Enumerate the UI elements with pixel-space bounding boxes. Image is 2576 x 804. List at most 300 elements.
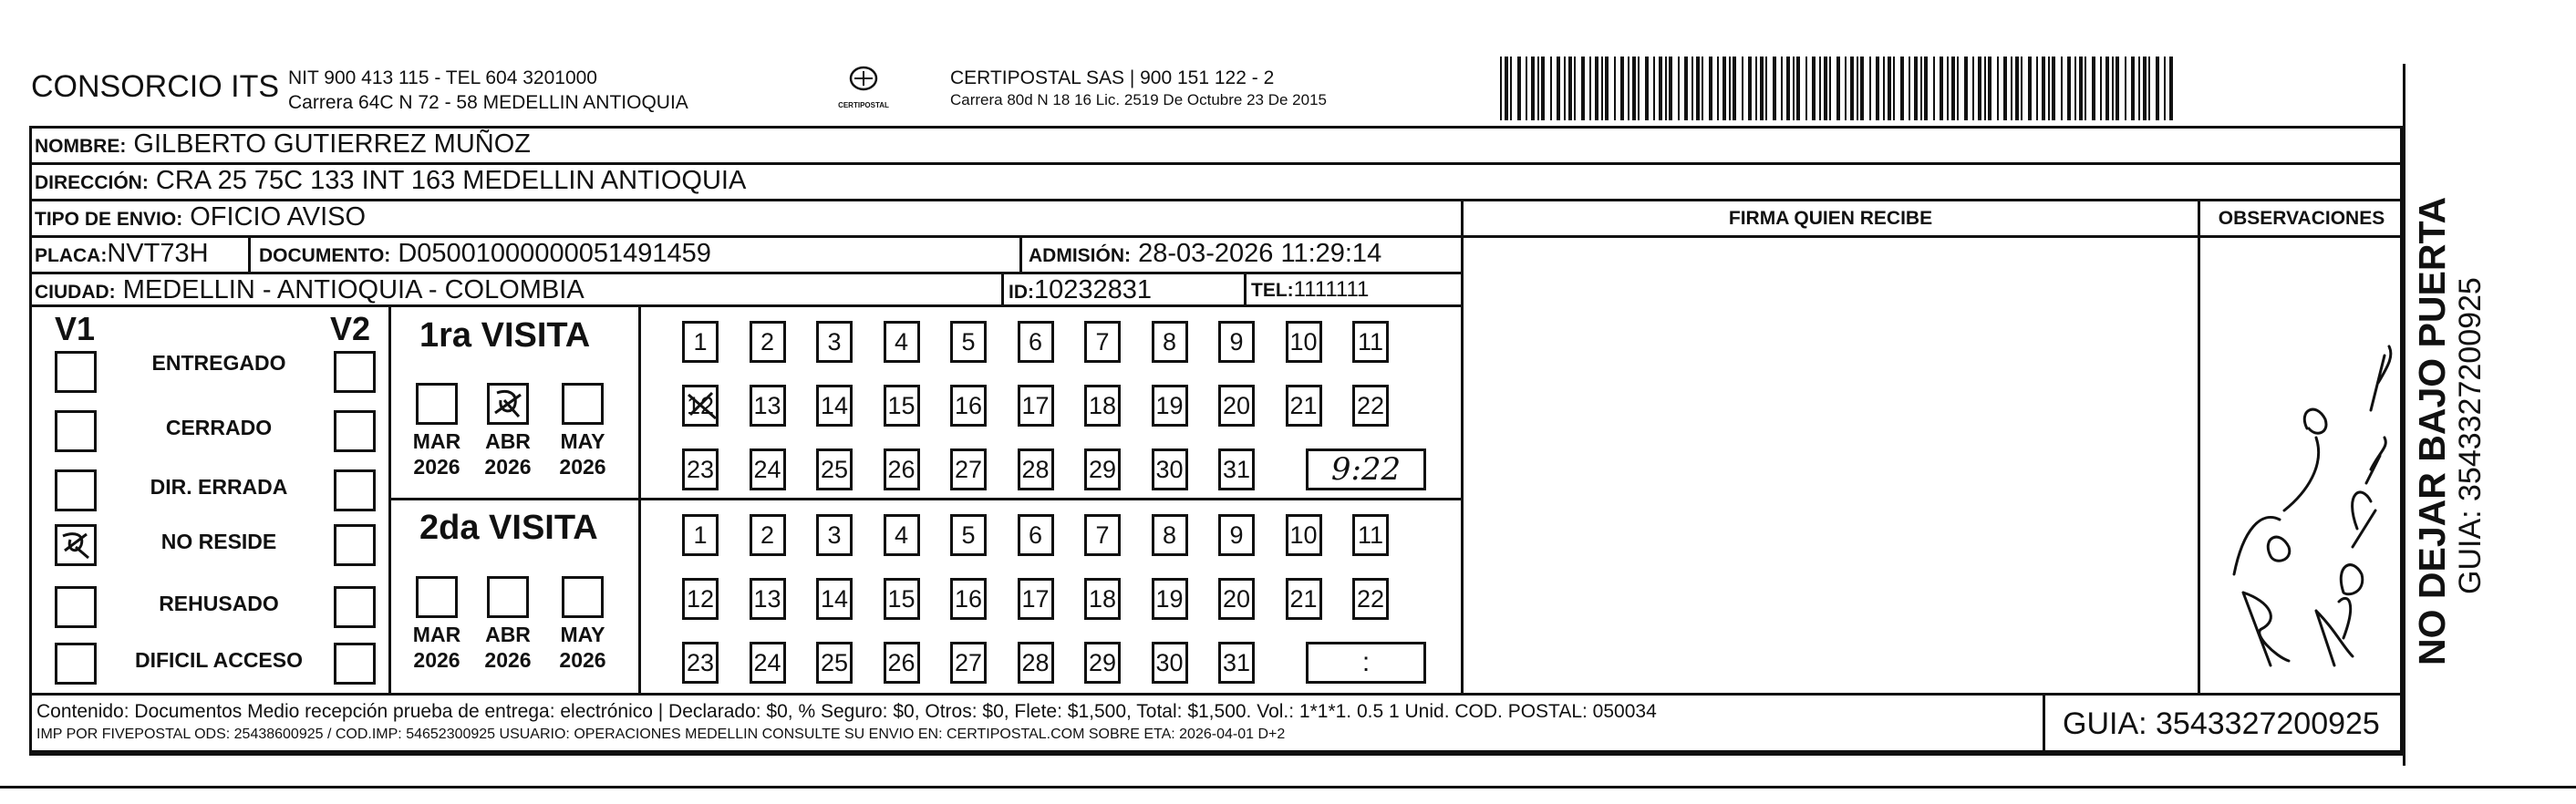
v1-header: V1 [55, 310, 96, 347]
page-bottom-line [0, 786, 2576, 789]
v1-checkbox[interactable] [55, 524, 97, 566]
v2-header: V2 [330, 310, 371, 347]
month-name: MAY [560, 623, 605, 646]
day-checkbox[interactable] [1084, 514, 1121, 556]
day-checkbox[interactable] [750, 642, 786, 684]
barcode-bar [1978, 57, 1981, 120]
barcode-bar [2042, 57, 2045, 120]
barcode-bar [1665, 57, 1667, 120]
barcode-bar [1614, 57, 1616, 120]
month-year: 2026 [413, 455, 460, 479]
month-name: ABR [485, 623, 531, 646]
barcode-bar [1595, 57, 1598, 120]
day-number: 16 [954, 585, 983, 613]
day-number: 31 [1222, 649, 1251, 676]
day-number: 5 [961, 521, 976, 549]
month-checkbox[interactable] [416, 383, 458, 425]
day-checkbox[interactable] [1152, 448, 1188, 490]
status-option-label: DIR. ERRADA [150, 475, 288, 499]
barcode-bar [1632, 57, 1636, 120]
day-checkbox[interactable] [1084, 385, 1121, 427]
day-number: 26 [887, 649, 916, 676]
barcode-bar [1920, 57, 1922, 120]
certipostal-logo [832, 64, 895, 109]
day-checkbox[interactable] [816, 642, 853, 684]
month-checkbox[interactable] [487, 576, 529, 618]
day-checkbox[interactable] [1084, 578, 1121, 620]
day-number: 25 [820, 649, 849, 676]
barcode-bar [1638, 57, 1640, 120]
day-number: 11 [1357, 521, 1384, 549]
day-checkbox[interactable] [816, 321, 853, 363]
day-checkbox[interactable] [1286, 385, 1322, 427]
day-checkbox[interactable] [816, 514, 853, 556]
day-checkbox[interactable] [682, 514, 719, 556]
month-checkbox[interactable] [487, 383, 529, 425]
barcode-bar [1824, 57, 1827, 120]
barcode-bar [1836, 57, 1840, 120]
cell-divider [248, 235, 251, 272]
barcode-bar [1702, 57, 1703, 120]
barcode-bar [1729, 57, 1731, 120]
id-label: ID: [1009, 282, 1034, 303]
month-name: MAY [560, 429, 605, 453]
barcode-bar [2011, 57, 2012, 120]
barcode-bar [1845, 57, 1847, 120]
barcode-bar [1742, 57, 1743, 120]
status-option-label: NO RESIDE [160, 530, 277, 553]
barcode-bar [1691, 57, 1693, 120]
day-checkbox[interactable] [884, 578, 920, 620]
barcode [1500, 57, 2179, 120]
day-checkbox[interactable] [1018, 321, 1054, 363]
barcode-bar [2067, 57, 2071, 120]
barcode-bar [1550, 57, 1552, 120]
firma-left-border [1461, 199, 1464, 696]
day-checkbox[interactable] [950, 385, 987, 427]
barcode-bar [1564, 57, 1566, 120]
footer-imp-line: IMP POR FIVEPOSTAL ODS: 25438600925 / COD.IMP: 54652300925 USUARIO: OPERACIONES MEDELLIN CONSULTE SU ENVIO EN: CERTIPOSTAL.COM SOBRE ETA: 2026-04-01 D+2 [36, 727, 1286, 742]
day-number: 3 [827, 328, 842, 356]
barcode-bar [2112, 57, 2114, 120]
barcode-bar [2143, 57, 2147, 120]
day-number: 14 [820, 585, 849, 613]
day-number: 17 [1021, 585, 1050, 613]
barcode-bar [1796, 57, 1800, 120]
check-mark-icon [490, 386, 526, 422]
barcode-bar [1812, 57, 1816, 120]
barcode-bar [1709, 57, 1712, 120]
day-checkbox[interactable] [682, 448, 719, 490]
direccion-label: DIRECCIÓN: [35, 172, 149, 193]
barcode-bar [1505, 57, 1508, 120]
cell-divider [1244, 272, 1247, 304]
day-checkbox[interactable] [1218, 578, 1255, 620]
day-checkbox[interactable] [1152, 642, 1188, 684]
barcode-bar [1988, 57, 1991, 120]
day-checkbox[interactable] [682, 578, 719, 620]
v2-checkbox[interactable] [334, 410, 376, 452]
barcode-bar [2105, 57, 2109, 120]
nombre-value: GILBERTO GUTIERREZ MUÑOZ [133, 129, 531, 159]
barcode-bar [1997, 57, 1999, 120]
day-number: 22 [1356, 585, 1385, 613]
day-number: 15 [887, 392, 916, 419]
day-checkbox[interactable] [816, 448, 853, 490]
barcode-bar [1909, 57, 1910, 120]
day-number: 20 [1222, 392, 1251, 419]
barcode-bar [1653, 57, 1655, 120]
barcode-bar [2085, 57, 2086, 120]
month-name: MAR [412, 429, 461, 453]
day-number: 6 [1028, 328, 1043, 356]
barcode-bar [1748, 57, 1752, 120]
barcode-bar [1893, 57, 1895, 120]
observaciones-header: OBSERVACIONES [2218, 208, 2385, 229]
month-label [555, 428, 610, 479]
tipo-envio-value: OFICIO AVISO [190, 202, 367, 232]
barcode-bar [1589, 57, 1591, 120]
company-info [288, 66, 688, 115]
day-number: 17 [1021, 392, 1050, 419]
barcode-bar [1500, 57, 1502, 120]
month-year: 2026 [484, 455, 532, 479]
barcode-bar [1760, 57, 1764, 120]
v1-checkbox[interactable] [55, 351, 97, 393]
v2-checkbox[interactable] [334, 524, 376, 566]
documento-label: DOCUMENTO: [259, 245, 391, 266]
day-number: 27 [954, 456, 983, 483]
day-checkbox[interactable] [1352, 385, 1389, 427]
barcode-bar [2164, 57, 2166, 120]
direccion-value: CRA 25 75C 133 INT 163 MEDELLIN ANTIOQUIA [155, 166, 747, 195]
month-label [481, 622, 535, 673]
month-checkbox[interactable] [562, 576, 604, 618]
status-option-label: DIFICIL ACCESO [134, 648, 303, 672]
day-checkbox[interactable] [884, 642, 920, 684]
barcode-bar [1517, 57, 1521, 120]
barcode-bar [1860, 57, 1864, 120]
day-checkbox[interactable] [1018, 514, 1054, 556]
barcode-bar [2021, 57, 2023, 120]
right-border [2403, 64, 2405, 766]
guia-box-border [2043, 693, 2045, 753]
day-number: 15 [887, 585, 916, 613]
day-number: 26 [887, 456, 916, 483]
status-option-label: ENTREGADO [151, 351, 286, 375]
barcode-bar [1984, 57, 1986, 120]
day-checkbox[interactable] [884, 448, 920, 490]
barcode-bar [2125, 57, 2126, 120]
month-label [555, 622, 610, 673]
day-checkbox[interactable] [1218, 448, 1255, 490]
day-number: 21 [1289, 392, 1318, 419]
barcode-bar [1526, 57, 1527, 120]
barcode-bar [1733, 57, 1736, 120]
v1-checkbox[interactable] [55, 469, 97, 511]
day-number: 10 [1289, 328, 1318, 356]
barcode-bar [1510, 57, 1512, 120]
day-checkbox[interactable] [1152, 578, 1188, 620]
day-checkbox[interactable] [1352, 321, 1389, 363]
barcode-bar [2116, 57, 2119, 120]
barcode-bar [1793, 57, 1795, 120]
placa-field [35, 239, 209, 269]
row-line [29, 693, 2403, 696]
day-number: 4 [894, 328, 909, 356]
day-number: 12 [686, 392, 715, 419]
month-label [481, 428, 535, 479]
barcode-bar [1876, 57, 1879, 120]
row-line [29, 199, 2403, 201]
day-number: 30 [1155, 649, 1184, 676]
footer-guia: GUIA: 3543327200925 [2063, 706, 2380, 741]
nombre-label: NOMBRE: [35, 136, 127, 157]
barcode-bar [1605, 57, 1609, 120]
barcode-bar [1900, 57, 1904, 120]
day-checkbox[interactable] [750, 385, 786, 427]
company-address-line: Carrera 64C N 72 - 58 MEDELLIN ANTIOQUIA [288, 92, 688, 113]
id-field [1009, 275, 1152, 305]
day-number: 12 [686, 585, 715, 613]
day-number: 18 [1088, 585, 1117, 613]
day-checkbox[interactable] [750, 578, 786, 620]
day-checkbox[interactable] [682, 642, 719, 684]
day-number: 9 [1229, 328, 1244, 356]
day-number: 22 [1356, 392, 1385, 419]
placa-label: PLACA: [35, 245, 108, 266]
barcode-bar [1773, 57, 1776, 120]
check-mark-icon [57, 527, 94, 563]
ciudad-label: CIUDAD: [35, 282, 116, 303]
v2-checkbox[interactable] [334, 643, 376, 685]
day-number: 1 [693, 328, 708, 356]
barcode-bar [1557, 57, 1560, 120]
barcode-bar [1869, 57, 1871, 120]
certipostal-nit-line: CERTIPOSTAL SAS | 900 151 122 - 2 [950, 67, 1275, 88]
barcode-bar [1645, 57, 1649, 120]
id-value: 10232831 [1034, 275, 1153, 304]
day-number: 1 [693, 521, 708, 549]
barcode-bar [2015, 57, 2019, 120]
day-number: 30 [1155, 456, 1184, 483]
logo-text: CERTIPOSTAL [838, 101, 889, 109]
day-checkbox[interactable] [884, 514, 920, 556]
day-checkbox[interactable] [1286, 321, 1322, 363]
day-checkbox[interactable] [1018, 385, 1054, 427]
barcode-bar [1581, 57, 1585, 120]
tel-label: TEL: [1251, 280, 1294, 301]
visit1-title: 1ra VISITA [419, 316, 591, 355]
observacion-handwriting [2207, 301, 2398, 684]
barcode-bar [1888, 57, 1891, 120]
cell-divider [1001, 272, 1004, 304]
day-number: 3 [827, 521, 842, 549]
barcode-bar [1537, 57, 1539, 120]
bottom-border [29, 753, 2405, 756]
barcode-bar [1541, 57, 1545, 120]
placa-value: NVT73H [107, 239, 209, 268]
tipo-envio-field [35, 202, 366, 232]
cell-divider [1019, 235, 1022, 272]
status-option-label: REHUSADO [159, 592, 279, 615]
day-checkbox[interactable] [816, 385, 853, 427]
v2-checkbox[interactable] [334, 586, 376, 628]
barcode-bar [2028, 57, 2032, 120]
day-checkbox[interactable] [816, 578, 853, 620]
day-checkbox[interactable] [1084, 448, 1121, 490]
day-number: 7 [1095, 328, 1110, 356]
day-checkbox[interactable] [750, 514, 786, 556]
barcode-bar [2148, 57, 2150, 120]
barcode-bar [1669, 57, 1672, 120]
month-checkbox[interactable] [416, 576, 458, 618]
company-nit-line: NIT 900 413 115 - TEL 604 3201000 [288, 67, 597, 88]
admision-label: ADMISIÓN: [1029, 245, 1131, 266]
barcode-bar [1723, 57, 1726, 120]
barcode-bar [1765, 57, 1767, 120]
day-checkbox[interactable] [1218, 385, 1255, 427]
day-checkbox[interactable] [950, 642, 987, 684]
day-number: 24 [753, 649, 781, 676]
tel-field [1251, 277, 1369, 303]
month-checkbox[interactable] [562, 383, 604, 425]
row-line [29, 235, 2403, 238]
barcode-bar [1829, 57, 1831, 120]
day-number: 6 [1028, 521, 1043, 549]
barcode-bar [1940, 57, 1943, 120]
day-number: 4 [894, 521, 909, 549]
side-guia: GUIA: 3543327200925 [2453, 277, 2488, 594]
barcode-bar [2131, 57, 2135, 120]
day-checkbox[interactable] [950, 514, 987, 556]
certipostal-logo-icon [845, 64, 882, 97]
day-checkbox[interactable] [1286, 578, 1322, 620]
day-number: 8 [1162, 328, 1177, 356]
day-number: 31 [1222, 456, 1251, 483]
visit2-title: 2da VISITA [419, 509, 598, 547]
barcode-bar [1850, 57, 1854, 120]
month-name: MAR [412, 623, 461, 646]
barcode-bar [1933, 57, 1935, 120]
barcode-bar [2169, 57, 2173, 120]
barcode-bar [2092, 57, 2095, 120]
barcode-bar [2100, 57, 2102, 120]
day-number: 23 [686, 456, 715, 483]
barcode-bar [1574, 57, 1576, 120]
day-number: 25 [820, 456, 849, 483]
day-number: 19 [1155, 392, 1184, 419]
day-checkbox[interactable] [750, 448, 786, 490]
day-checkbox[interactable] [1018, 448, 1054, 490]
v2-checkbox[interactable] [334, 351, 376, 393]
barcode-bar [2156, 57, 2159, 120]
firma-header: FIRMA QUIEN RECIBE [1728, 208, 1933, 229]
barcode-bar [1805, 57, 1807, 120]
day-number: 29 [1088, 649, 1117, 676]
barcode-bar [1531, 57, 1535, 120]
day-number: 24 [753, 456, 781, 483]
barcode-bar [2061, 57, 2063, 120]
day-number: 20 [1222, 585, 1251, 613]
admision-field [1029, 239, 1381, 269]
month-year: 2026 [484, 648, 532, 672]
side-warning: NO DEJAR BAJO PUERTA [2411, 196, 2453, 665]
v1-checkbox[interactable] [55, 586, 97, 628]
day-checkbox[interactable] [1084, 321, 1121, 363]
time-field[interactable]: 9:22 [1306, 448, 1426, 490]
barcode-bar [2036, 57, 2038, 120]
day-checkbox[interactable] [950, 578, 987, 620]
day-checkbox[interactable] [1018, 578, 1054, 620]
day-checkbox[interactable] [1152, 385, 1188, 427]
day-checkbox[interactable] [750, 321, 786, 363]
day-checkbox[interactable] [1084, 642, 1121, 684]
barcode-bar [1786, 57, 1790, 120]
day-number: 8 [1162, 521, 1177, 549]
day-checkbox[interactable] [682, 321, 719, 363]
day-checkbox[interactable] [1352, 514, 1389, 556]
ciudad-value: MEDELLIN - ANTIOQUIA - COLOMBIA [122, 275, 585, 304]
day-checkbox[interactable] [884, 385, 920, 427]
day-checkbox[interactable] [682, 385, 719, 427]
day-checkbox[interactable] [1152, 321, 1188, 363]
barcode-bar [1601, 57, 1603, 120]
day-number: 28 [1021, 649, 1050, 676]
company-name: CONSORCIO ITS [31, 69, 280, 104]
day-checkbox[interactable] [1218, 321, 1255, 363]
v2-checkbox[interactable] [334, 469, 376, 511]
ciudad-field [35, 275, 585, 305]
day-number: 2 [760, 521, 775, 549]
day-checkbox[interactable] [1218, 642, 1255, 684]
day-checkbox[interactable] [950, 321, 987, 363]
day-checkbox[interactable] [884, 321, 920, 363]
time-field[interactable]: : [1306, 642, 1426, 684]
check-mark-icon [685, 387, 721, 424]
barcode-bar [2138, 57, 2140, 120]
barcode-bar [1951, 57, 1955, 120]
day-number: 21 [1289, 585, 1318, 613]
day-number: 16 [954, 392, 983, 419]
day-checkbox[interactable] [1152, 514, 1188, 556]
barcode-bar [1717, 57, 1719, 120]
barcode-bar [1883, 57, 1885, 120]
barcode-bar [1659, 57, 1662, 120]
barcode-bar [1678, 57, 1680, 120]
v1-checkbox[interactable] [55, 410, 97, 452]
day-number: 23 [686, 649, 715, 676]
day-checkbox[interactable] [1018, 642, 1054, 684]
barcode-bar [2074, 57, 2076, 120]
certipostal-info [950, 66, 1327, 110]
v1-checkbox[interactable] [55, 643, 97, 685]
barcode-bar [2048, 57, 2050, 120]
day-checkbox[interactable] [1286, 514, 1322, 556]
day-checkbox[interactable] [1352, 578, 1389, 620]
tipo-envio-label: TIPO DE ENVIO: [35, 209, 183, 230]
barcode-bar [1755, 57, 1757, 120]
day-checkbox[interactable] [1218, 514, 1255, 556]
barcode-bar [1857, 57, 1858, 120]
barcode-bar [1972, 57, 1974, 120]
barcode-bar [1628, 57, 1629, 120]
day-number: 18 [1088, 392, 1117, 419]
barcode-bar [2003, 57, 2007, 120]
day-number: 5 [961, 328, 976, 356]
month-year: 2026 [413, 648, 460, 672]
day-checkbox[interactable] [950, 448, 987, 490]
